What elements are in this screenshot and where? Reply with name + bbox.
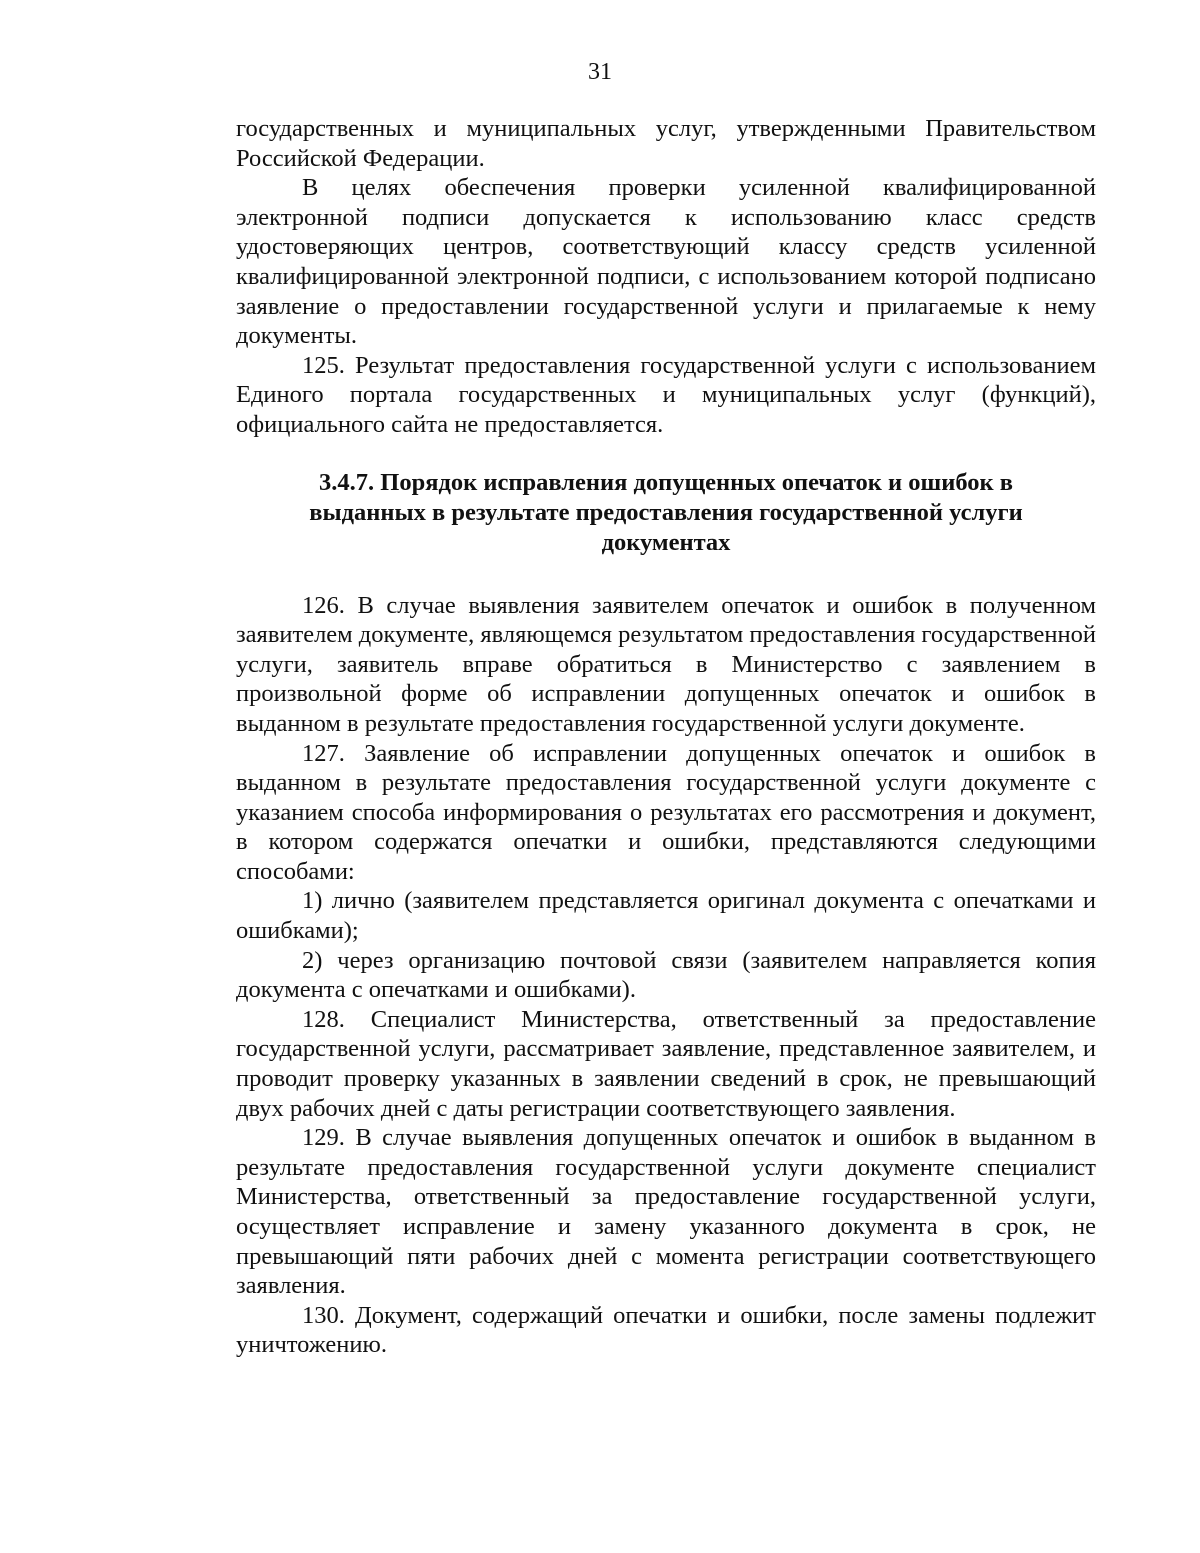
paragraph-130: 130. Документ, содержащий опечатки и ошибки, после замены подлежит уничтожению.	[236, 1301, 1096, 1359]
paragraph-126: 126. В случае выявления заявителем опечаток и ошибок в полученном заявителем документе, являющемся результатом предоставления государственной услуги, заявитель вправе обратиться в Министерство с заявлением в произвольной форме об исправлении допущенных опечаток и ошибок в выданном в результате предоставления государственной услуги документе.	[236, 591, 1096, 737]
paragraph-125: 125. Результат предоставления государственной услуги с использованием Единого портала государственных и муниципальных услуг (функций), официального сайта не предоставляется.	[236, 351, 1096, 438]
list-item-1: 1) лично (заявителем представляется оригинал документа с опечатками и ошибками);	[236, 887, 1096, 945]
paragraph-continuation: государственных и муниципальных услуг, утвержденными Правительством Российской Федерации.	[236, 115, 1096, 172]
paragraph-signature-check: В целях обеспечения проверки усиленной квалифицированной электронной подписи допускается к использованию класс средств удостоверяющих центров, соответствующий классу средств усиленной квалифицированной электронной подписи, с использованием которой подписано заявление о предоставлении государственной услуги и прилагаемые к нему документы.	[236, 174, 1096, 350]
list-item-2: 2) через организацию почтовой связи (заявителем направляется копия документа с опечатками и ошибками).	[236, 946, 1096, 1004]
paragraph-128: 128. Специалист Министерства, ответственный за предоставление государственной услуги, рассматривает заявление, представленное заявителем, и проводит проверку указанных в заявлении сведений в срок, не превышающий двух рабочих дней с даты регистрации соответствующего заявления.	[236, 1005, 1096, 1122]
document-body	[236, 114, 1096, 1360]
paragraph-129: 129. В случае выявления допущенных опечаток и ошибок в выданном в результате предоставления государственной услуги документе специалист Министерства, ответственный за предоставление государственной услуги, осуществляет исправление и замену указанного документа в срок, не превышающий пяти рабочих дней с момента регистрации соответствующего заявления.	[236, 1124, 1096, 1300]
page-number: 31	[588, 59, 612, 85]
paragraph-127: 127. Заявление об исправлении допущенных опечаток и ошибок в выданном в результате предоставления государственной услуги документе с указанием способа информирования о результатах его рассмотрения и документ, в котором содержатся опечатки и ошибки, представляются следующими способами:	[236, 739, 1096, 885]
section-heading: 3.4.7. Порядок исправления допущенных опечаток и ошибок в выданных в результате предоставления государственной услуги документах	[309, 468, 1023, 556]
